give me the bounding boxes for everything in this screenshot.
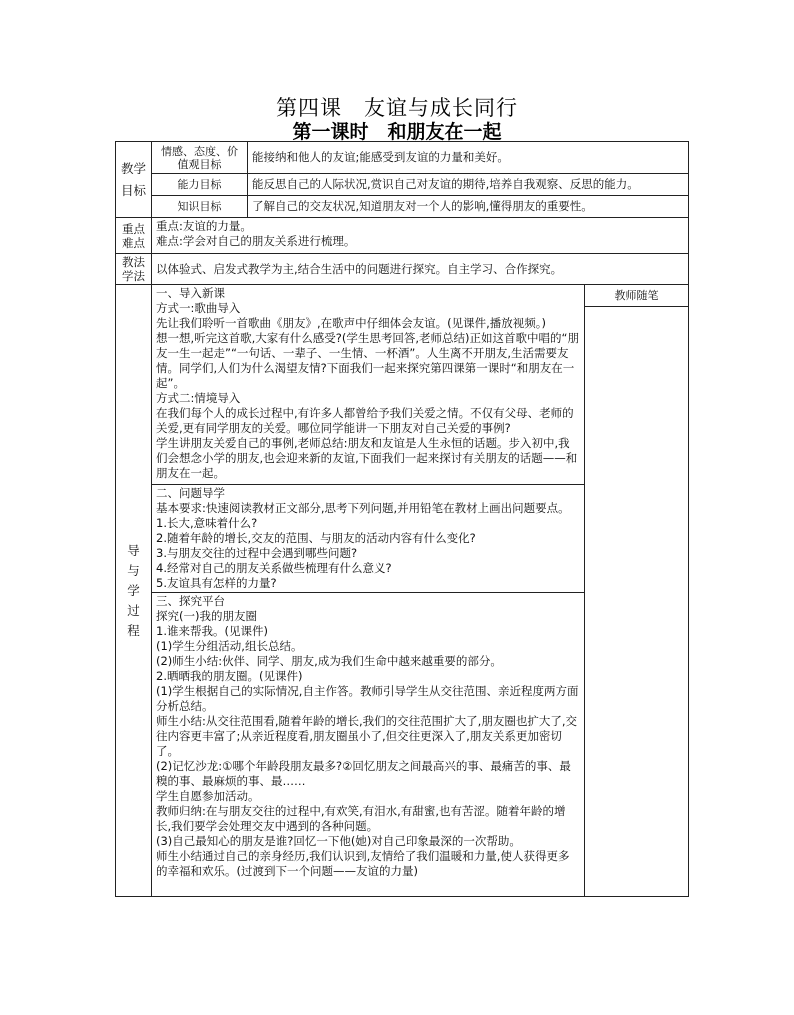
goal-name-knowledge: 知识目标 xyxy=(152,196,248,218)
section-line: (2)师生小结:伙伴、同学、朋友,成为我们生命中越来越重要的部分。 xyxy=(156,654,502,668)
section-line: 方式一:歌曲导入 xyxy=(156,301,241,315)
section-line: 2.晒晒我的朋友圈。(见课件) xyxy=(156,669,303,683)
keypoints-label: 重点难点 xyxy=(116,218,152,254)
section-line: 2.随着年龄的增长,交友的范围、与朋友的活动内容有什么变化? xyxy=(156,531,476,545)
process-label: 导与学过程 xyxy=(116,285,152,897)
goal-name-ability: 能力目标 xyxy=(152,174,248,196)
teacher-notes-column xyxy=(585,285,689,897)
section-line: 想一想,听完这首歌,大家有什么感受?(学生思考回答,老师总结)正如这首歌中唱的“朋友一生一起走”“一句话、一辈子、一生情、一杯酒”。人生离不开朋友,生活需要友情。同学们,人们为什么渴望友情?下面我们一起来探究第四课第一课时“和朋友在一起”。 xyxy=(156,331,579,390)
section-line: 在我们每个人的成长过程中,有许多人都曾给予我们关爱之情。不仅有父母、老师的关爱,更有同学朋友的关爱。哪位同学能讲一下朋友对自己关爱的事例? xyxy=(156,406,574,435)
teacher-notes-header: 教师随笔 xyxy=(585,285,688,307)
section-line: (3)自己最知心的朋友是谁?回忆一下他(她)对自己印象最深的一次帮助。 xyxy=(156,834,521,848)
section-line: 1.长大,意味着什么? xyxy=(156,516,258,530)
difficulty-line: 难点:学会对自己的朋友关系进行梳理。 xyxy=(156,234,356,248)
keypoints-content xyxy=(152,218,689,254)
section-line: 一、导入新课 xyxy=(156,286,225,300)
section-line: 三、探究平台 xyxy=(156,594,225,608)
section-line: 探究(一)我的朋友圈 xyxy=(156,609,257,623)
goal-text-emotion: 能接纳和他人的友谊;能感受到友谊的力量和美好。 xyxy=(248,142,689,174)
goal-text-knowledge: 了解自己的交友状况,知道朋友对一个人的影响,懂得朋友的重要性。 xyxy=(248,196,689,218)
section-line: (2)记忆沙龙:①哪个年龄段朋友最多?②回忆朋友之间最高兴的事、最痛苦的事、最糗的事、最麻烦的事、最…… xyxy=(156,759,571,788)
methods-label: 教法学法 xyxy=(116,254,152,285)
process-section-intro xyxy=(152,285,585,485)
section-line: 学生讲朋友关爱自己的事例,老师总结:朋友和友谊是人生永恒的话题。步入初中,我们会想念小学的朋友,也会迎来新的友谊,下面我们一起来探讨有关朋友的话题——和朋友在一起。 xyxy=(156,436,578,480)
lesson-plan-table xyxy=(115,141,689,897)
process-section-questions xyxy=(152,485,585,593)
section-line: 教师归纳:在与朋友交往的过程中,有欢笑,有泪水,有甜蜜,也有苦涩。随着年龄的增长,我们要学会处理交友中遇到的各种问题。 xyxy=(156,804,566,833)
methods-text: 以体验式、启发式教学为主,结合生活中的问题进行探究。自主学习、合作探究。 xyxy=(152,254,689,285)
goals-label: 教学目标 xyxy=(116,142,152,218)
section-line: 1.谁来帮我。(见课件) xyxy=(156,624,268,638)
lesson-title: 第四课 友谊与成长同行 xyxy=(276,96,518,120)
goal-name-emotion: 情感、态度、价值观目标 xyxy=(152,142,248,174)
goal-text-ability: 能反思自己的人际状况,赏识自己对友谊的期待,培养自我观察、反思的能力。 xyxy=(248,174,689,196)
section-line: 二、问题导学 xyxy=(156,486,225,500)
section-line: 5.友谊具有怎样的力量? xyxy=(156,576,277,590)
process-section-explore xyxy=(152,593,585,897)
section-line: (1)学生分组活动,组长总结。 xyxy=(156,639,303,653)
section-line: 学生自愿参加活动。 xyxy=(156,789,260,803)
section-line: (1)学生根据自己的实际情况,自主作答。教师引导学生从交往范围、亲近程度两方面分析总结。 xyxy=(156,684,579,713)
section-line: 师生小结:从交往范围看,随着年龄的增长,我们的交往范围扩大了,朋友圈也扩大了,交往内容更丰富了;从亲近程度看,朋友圈虽小了,但交往更深入了,朋友关系更加密切了。 xyxy=(156,714,577,758)
lesson-subtitle: 第一课时 和朋友在一起 xyxy=(292,121,502,143)
section-line: 4.经常对自己的朋友关系做些梳理有什么意义? xyxy=(156,561,392,575)
keypoint-line: 重点:友谊的力量。 xyxy=(156,219,252,233)
section-line: 3.与朋友交往的过程中会遇到哪些问题? xyxy=(156,546,358,560)
section-line: 师生小结通过自己的亲身经历,我们认识到,友情给了我们温暖和力量,使人获得更多的幸福和欢乐。(过渡到下一个问题——友谊的力量) xyxy=(156,849,570,878)
section-line: 先让我们聆听一首歌曲《朋友》,在歌声中仔细体会友谊。(见课件,播放视频。) xyxy=(156,316,547,330)
section-line: 基本要求:快速阅读教材正文部分,思考下列问题,并用铅笔在教材上画出问题要点。 xyxy=(156,501,570,515)
section-line: 方式二:情境导入 xyxy=(156,391,241,405)
